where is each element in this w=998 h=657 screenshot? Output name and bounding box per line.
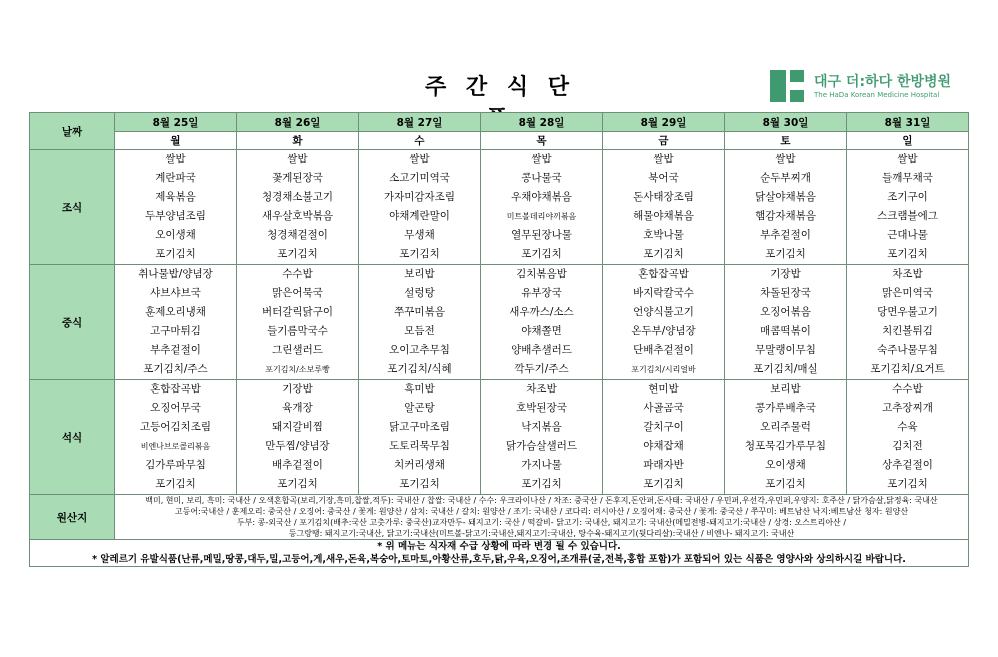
weekday-cell: 수 — [359, 132, 481, 150]
menu-item: 포기김치/요거트 — [870, 363, 945, 375]
menu-item: 야채잡채 — [643, 440, 684, 452]
menu-item: 언양식불고기 — [633, 306, 694, 318]
menu-item: 꽃게된장국 — [272, 172, 323, 184]
menu-item: 포기김치/매실 — [753, 363, 818, 375]
weekly-menu-table — [29, 112, 969, 567]
menu-item: 만두찜/양념장 — [265, 440, 330, 452]
dinner-cell — [603, 380, 725, 495]
breakfast-cell — [115, 150, 237, 265]
menu-item: 모듬전 — [404, 325, 435, 337]
menu-item: 포기김치 — [399, 248, 440, 260]
date-cell: 8월 27일 — [359, 113, 481, 132]
menu-item: 포기김치 — [521, 478, 562, 490]
menu-item: 쌀밥 — [897, 153, 918, 165]
menu-item: 무생채 — [404, 229, 435, 241]
menu-item: 고추장찌개 — [882, 402, 933, 414]
lunch-cell — [481, 265, 603, 380]
weekday-cell: 목 — [481, 132, 603, 150]
date-cell: 8월 25일 — [115, 113, 237, 132]
menu-item: 보리밥 — [770, 383, 801, 395]
menu-item: 닭고구마조림 — [389, 421, 450, 433]
menu-item: 햄감자채볶음 — [755, 210, 816, 222]
menu-item: 포기김치/소보루빵 — [265, 365, 330, 374]
menu-item: 오이생채 — [155, 229, 196, 241]
logo-mark-icon — [770, 70, 804, 102]
menu-item: 포기김치 — [277, 478, 318, 490]
menu-item: 청포묵김가루무침 — [744, 440, 827, 452]
menu-item: 오이생채 — [765, 459, 806, 471]
menu-item: 알곤탕 — [404, 402, 435, 414]
logo-name: 대구 더:하다 한방병원 — [814, 74, 952, 90]
row-label-breakfast: 조식 — [30, 150, 115, 265]
menu-item: 호박된장국 — [516, 402, 567, 414]
menu-item: 우채야채볶음 — [511, 191, 572, 203]
weekday-cell: 일 — [847, 132, 969, 150]
menu-item: 고구마튀김 — [150, 325, 201, 337]
menu-item: 김치볶음밥 — [516, 268, 567, 280]
menu-item: 기장밥 — [770, 268, 801, 280]
menu-item: 배추겉절이 — [272, 459, 323, 471]
menu-item: 두부양념조림 — [145, 210, 206, 222]
menu-item: 돈사태장조림 — [633, 191, 694, 203]
menu-item: 치커리생채 — [394, 459, 445, 471]
menu-item: 사골곰국 — [643, 402, 684, 414]
origin-line: 백미, 현미, 보리, 흑미: 국내산 / 오색혼합곡(보리,기장,흑미,찹쌀,적두): 국내산 / 찹쌀: 국내산 / 수수: 우크라이나산 / 차조: 중국산 / 돈후지,돈안퍼,돈사태: 국내산 / 우민퍼,우선각,우민퍼,우양지: 호주산 / 닭가슴살,닭정육: 국내산 — [145, 496, 938, 505]
weekday-cell: 토 — [725, 132, 847, 150]
dinner-cell — [237, 380, 359, 495]
menu-item: 포기김치 — [399, 478, 440, 490]
menu-item: 현미밥 — [648, 383, 679, 395]
menu-item: 가지나물 — [521, 459, 562, 471]
dinner-cell — [847, 380, 969, 495]
menu-item: 포기김치 — [155, 248, 196, 260]
menu-item: 포기김치 — [277, 248, 318, 260]
menu-item: 해물야채볶음 — [633, 210, 694, 222]
breakfast-cell — [603, 150, 725, 265]
logo-subtitle: The HaDa Korean Medicine Hospital — [814, 91, 940, 99]
menu-item: 바지락칼국수 — [633, 287, 694, 299]
lunch-cell — [725, 265, 847, 380]
weekday-cell: 화 — [237, 132, 359, 150]
menu-item: 김가루파무침 — [145, 459, 206, 471]
notes-cell — [30, 540, 969, 567]
menu-item: 당면우불고기 — [877, 306, 938, 318]
breakfast-cell — [237, 150, 359, 265]
date-cell: 8월 26일 — [237, 113, 359, 132]
menu-item: 쌀밥 — [409, 153, 430, 165]
menu-item: 닭가슴살샐러드 — [505, 440, 577, 452]
menu-item: 오이고추무침 — [389, 344, 450, 356]
lunch-cell — [359, 265, 481, 380]
menu-item: 돼지갈비찜 — [272, 421, 323, 433]
weekday-cell: 월 — [115, 132, 237, 150]
menu-item: 오징어볶음 — [760, 306, 811, 318]
origin-line: 두부: 콩-외국산 / 포기김치(배추:국산 고춧가루: 중국산)교자만두- 돼지고기: 국산 / 떡갈비- 닭고기: 국내산, 돼지고기: 국내산(메밀전병-돼지고기:국내산 / 상경: 오스트리아산 / — [236, 518, 847, 527]
menu-item: 김치전 — [892, 440, 923, 452]
lunch-cell — [603, 265, 725, 380]
menu-item: 차조밥 — [526, 383, 557, 395]
menu-item: 포기김치/주스 — [143, 363, 208, 375]
menu-item: 호박나물 — [643, 229, 684, 241]
menu-item: 낙지볶음 — [521, 421, 562, 433]
menu-item: 차조밥 — [892, 268, 923, 280]
menu-item: 포기김치 — [765, 478, 806, 490]
menu-item: 보리밥 — [404, 268, 435, 280]
menu-item: 스크램블에그 — [877, 210, 938, 222]
menu-item: 쌀밥 — [165, 153, 186, 165]
menu-item: 순두부찌개 — [760, 172, 811, 184]
row-label-dinner: 석식 — [30, 380, 115, 495]
menu-item: 새우까스/소스 — [509, 306, 574, 318]
page-title: 주 간 식 단 — [425, 75, 575, 100]
menu-item: 야채쫄면 — [521, 325, 562, 337]
row-label-date: 날짜 — [30, 113, 115, 150]
menu-item: 수육 — [897, 421, 918, 433]
lunch-cell — [115, 265, 237, 380]
menu-item: 훈제오리냉채 — [145, 306, 206, 318]
menu-item: 숙주나물무침 — [877, 344, 938, 356]
date-cell: 8월 30일 — [725, 113, 847, 132]
lunch-cell — [237, 265, 359, 380]
breakfast-cell — [481, 150, 603, 265]
menu-item: 혼합잡곡밥 — [638, 268, 689, 280]
menu-item: 버터갈릭닭구이 — [261, 306, 333, 318]
dinner-cell — [359, 380, 481, 495]
menu-item: 부추겉절이 — [760, 229, 811, 241]
menu-item: 들기름막국수 — [267, 325, 328, 337]
menu-item: 야채계란말이 — [389, 210, 450, 222]
menu-item: 치킨볼튀김 — [882, 325, 933, 337]
menu-item: 쌀밥 — [653, 153, 674, 165]
menu-item: 청경채소불고기 — [261, 191, 333, 203]
menu-item: 근대나물 — [887, 229, 928, 241]
menu-item: 도토리묵무침 — [389, 440, 450, 452]
menu-item: 흑미밥 — [404, 383, 435, 395]
menu-item: 청경채겉절이 — [267, 229, 328, 241]
menu-item: 샤브샤브국 — [150, 287, 201, 299]
note-line: * 알레르기 유발식품(난류,메밀,땅콩,대두,밀,고등어,게,새우,돈육,복숭아,토마토,아황산류,호두,닭,우육,오징어,조개류(굴,전복,홍합 포함)가 포함되어 있는 식품은 영양사와 상의하시길 바랍니다. — [92, 554, 906, 565]
menu-item: 소고기미역국 — [389, 172, 450, 184]
menu-item: 포기김치 — [765, 248, 806, 260]
menu-item: 조기구이 — [887, 191, 928, 203]
menu-item: 포기김치/시리얼바 — [631, 365, 696, 374]
menu-item: 쭈꾸미볶음 — [394, 306, 445, 318]
menu-item: 맑은어묵국 — [272, 287, 323, 299]
menu-item: 기장밥 — [282, 383, 313, 395]
menu-item: 쌀밥 — [531, 153, 552, 165]
note-line: * 위 메뉴는 식자재 수급 상황에 따라 변경 될 수 있습니다. — [377, 541, 621, 552]
menu-item: 포기김치 — [643, 248, 684, 260]
menu-item: 혼합잡곡밥 — [150, 383, 201, 395]
menu-item: 그린샐러드 — [272, 344, 323, 356]
menu-item: 오리주물럭 — [760, 421, 811, 433]
menu-item: 단배추겉절이 — [633, 344, 694, 356]
menu-item: 계란파국 — [155, 172, 196, 184]
dinner-cell — [115, 380, 237, 495]
breakfast-cell — [847, 150, 969, 265]
menu-item: 포기김치 — [643, 478, 684, 490]
menu-item: 제육볶음 — [155, 191, 196, 203]
menu-item: 들깨무채국 — [882, 172, 933, 184]
menu-item: 상추겉절이 — [882, 459, 933, 471]
menu-item: 유부장국 — [521, 287, 562, 299]
menu-item: 양배추샐러드 — [511, 344, 572, 356]
menu-item: 파래자반 — [643, 459, 684, 471]
menu-item: 쌀밥 — [287, 153, 308, 165]
menu-item: 포기김치/식혜 — [387, 363, 452, 375]
menu-item: 포기김치 — [521, 248, 562, 260]
origin-info — [115, 495, 969, 540]
menu-item: 수수밥 — [282, 268, 313, 280]
menu-item: 오징어무국 — [150, 402, 201, 414]
menu-item: 부추겉절이 — [150, 344, 201, 356]
menu-item: 취나물밥/양념장 — [138, 268, 213, 280]
menu-item: 차돌된장국 — [760, 287, 811, 299]
menu-item: 쌀밥 — [775, 153, 796, 165]
weekday-cell: 금 — [603, 132, 725, 150]
hospital-logo — [770, 70, 970, 104]
menu-item: 열무된장나물 — [511, 229, 572, 241]
date-cell: 8월 28일 — [481, 113, 603, 132]
breakfast-cell — [725, 150, 847, 265]
dinner-cell — [481, 380, 603, 495]
menu-item: 포기김치 — [887, 248, 928, 260]
menu-item: 갈치구이 — [643, 421, 684, 433]
menu-item: 콩나물국 — [521, 172, 562, 184]
date-cell: 8월 29일 — [603, 113, 725, 132]
menu-item: 비엔나브로콜리볶음 — [140, 442, 211, 451]
menu-item: 고등어김치조림 — [139, 421, 211, 433]
menu-item: 매콤떡볶이 — [760, 325, 811, 337]
menu-item: 포기김치 — [887, 478, 928, 490]
menu-item: 무말랭이무침 — [755, 344, 816, 356]
menu-item: 온두부/양념장 — [631, 325, 696, 337]
menu-item: 새우살호박볶음 — [261, 210, 333, 222]
menu-item: 가자미감자조림 — [383, 191, 455, 203]
menu-item: 포기김치 — [155, 478, 196, 490]
menu-item: 미트볼데리야끼볶음 — [506, 212, 577, 221]
menu-item: 콩가루배추국 — [755, 402, 816, 414]
menu-item: 수수밥 — [892, 383, 923, 395]
breakfast-cell — [359, 150, 481, 265]
menu-item: 맑은미역국 — [882, 287, 933, 299]
menu-item: 설렁탕 — [404, 287, 435, 299]
menu-item: 북어국 — [648, 172, 679, 184]
row-label-origin: 원산지 — [30, 495, 115, 540]
menu-item: 육개장 — [282, 402, 313, 414]
menu-item: 닭살야채볶음 — [755, 191, 816, 203]
origin-line: 고등어:국내산 / 훈제오리: 중국산 / 오징어: 중국산 / 꽃게: 원양산 / 삼치: 국내산 / 갈치: 원양산 / 조기: 국내산 / 코다리: 러시아산 / 오징어채: 중국산 / 꽃게: 중국산 / 쭈꾸미: 베트남산 낙지:베트남산 청자: 원양산 — [174, 507, 909, 516]
date-cell: 8월 31일 — [847, 113, 969, 132]
dinner-cell — [725, 380, 847, 495]
menu-item: 깍두기/주스 — [514, 363, 569, 375]
origin-line: 등그랑땡: 돼지고기:국내산, 닭고기:국내산(미트볼-닭고기:국내산,돼지고기:국내산, 탕수육-돼지고기(뒷다리살):국내산 / 비엔나- 돼지고기: 국내산 — [288, 529, 795, 538]
row-label-lunch: 중식 — [30, 265, 115, 380]
lunch-cell — [847, 265, 969, 380]
